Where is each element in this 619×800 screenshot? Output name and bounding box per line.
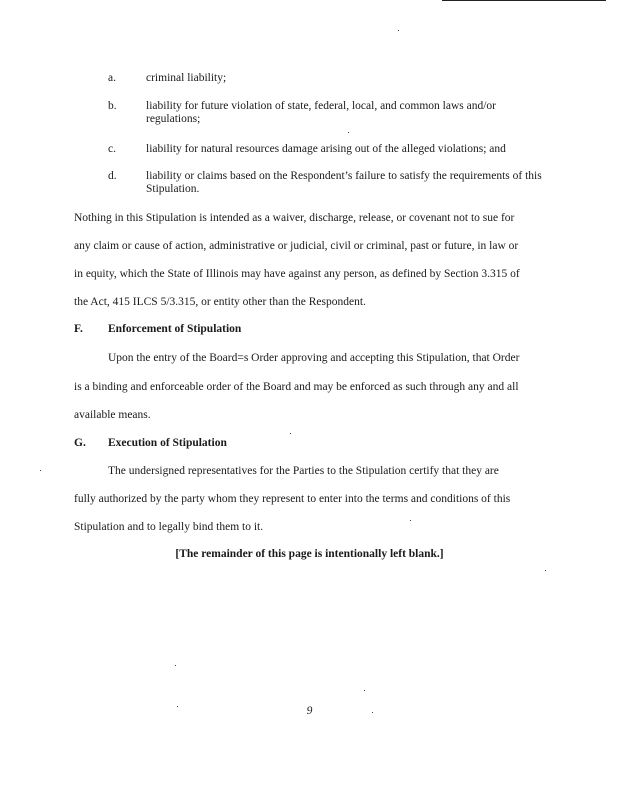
scan-speck <box>372 712 373 713</box>
scan-speck <box>290 433 291 434</box>
waiver-line: the Act, 415 ILCS 5/3.315, or entity other than the Respondent. <box>74 296 366 308</box>
section-f-title: Enforcement of Stipulation <box>108 323 242 335</box>
list-letter: c. <box>108 143 116 155</box>
section-g-line: The undersigned representatives for the Parties to the Stipulation certify that they are <box>108 465 499 477</box>
scan-speck <box>545 570 546 571</box>
section-f-letter: F. <box>74 323 83 335</box>
list-text: liability or claims based on the Respondent’s failure to satisfy the requirements of this Stipulation. <box>146 170 542 195</box>
list-letter: d. <box>108 170 117 182</box>
waiver-line: any claim or cause of action, administrative or judicial, civil or criminal, past or future, in law or <box>74 240 519 252</box>
waiver-line: Nothing in this Stipulation is intended as a waiver, discharge, release, or covenant not to sue for <box>74 212 515 224</box>
section-g-line: fully authorized by the party whom they represent to enter into the terms and conditions of this <box>74 493 511 505</box>
scan-speck <box>175 665 176 666</box>
section-g-letter: G. <box>74 437 86 449</box>
section-g-line: Stipulation and to legally bind them to it. <box>74 521 264 533</box>
scan-speck <box>40 470 41 471</box>
waiver-line: in equity, which the State of Illinois may have against any person, as defined by Section 3.315 of <box>74 268 520 280</box>
scan-speck <box>348 132 349 133</box>
section-f-line: is a binding and enforceable order of the Board and may be enforced as such through any and all <box>74 381 519 393</box>
list-letter: a. <box>108 72 116 84</box>
list-letter: b. <box>108 100 117 112</box>
section-f-line: Upon the entry of the Board=s Order approving and accepting this Stipulation, that Order <box>108 352 520 364</box>
scan-speck <box>177 706 178 707</box>
scan-speck <box>410 520 411 521</box>
list-text: liability for future violation of state, federal, local, and common laws and/or regulations; <box>146 100 497 125</box>
remainder-note: [The remainder of this page is intentionally left blank.] <box>175 548 444 560</box>
section-f-line: available means. <box>74 409 151 421</box>
list-text: liability for natural resources damage arising out of the alleged violations; and <box>146 143 506 155</box>
scan-speck <box>364 690 365 691</box>
list-text: criminal liability; <box>146 72 227 84</box>
page-number: 9 <box>306 705 313 717</box>
scan-speck <box>398 30 399 31</box>
section-g-title: Execution of Stipulation <box>108 437 227 449</box>
top-rule <box>442 0 606 1</box>
